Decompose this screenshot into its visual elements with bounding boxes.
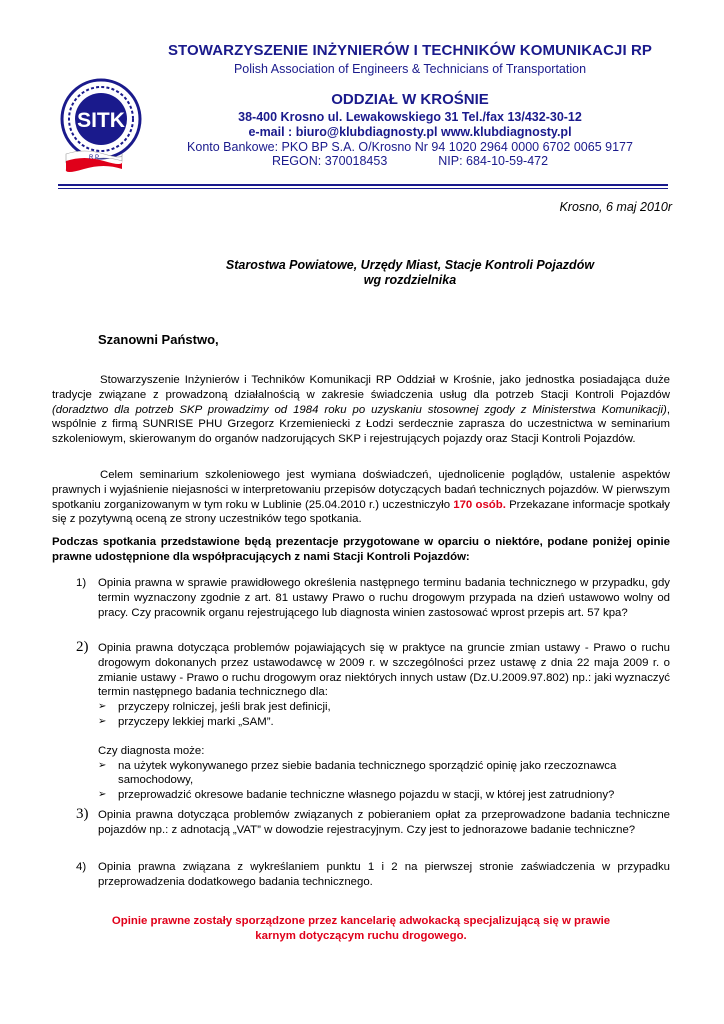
attendee-count-highlight: 170 osób. [453,498,506,511]
list-item-number: 3) [76,806,89,822]
list-item [76,576,670,620]
paragraph-2-text-end: Przekazane informacje spotkały się z pozytywną oceną ze strony uczestników tego spotkania. [52,498,670,526]
bank-account: Konto Bankowe: PKO BP S.A. O/Krosno Nr 94 1020 2964 0000 6702 0065 9177 [187,140,633,154]
arrow-bullet-icon: ➢ [98,759,107,771]
regon-nip-line [100,154,720,168]
closing-note-line-2: karnym dotyczącym ruchu drogowego. [255,929,467,942]
nip: NIP: 684-10-59-472 [438,154,549,168]
greeting: Szanowni Państwo, [98,332,219,347]
closing-note-line-1: Opinie prawne zostały sporządzone przez kancelarię adwokacką specjalizującą się w prawie [111,915,611,927]
paragraph-2-text: Celem seminarium szkoleniowego jest wymiana doświadczeń, ujednolicenie poglądów, ustalenie aspektów prawnych i wyjaśnienie niejasności w interpretowaniu przepisów dotyczących badań technicznych pojazdów. W pierwszym spotkaniu zorganizowanym w tym roku w Lublinie (25.04.2010 r.) uczestniczyło [52,469,670,511]
list-item [76,808,670,838]
list-item-text: Opinia prawna związana z wykreślaniem punktu 1 i 2 na pierwszej stronie zaświadczenia w przypadku przeprowadzenia dodatkowego badania technicznego. [98,861,670,888]
branch-address: 38-400 Krosno ul. Lewakowskiego 31 Tel./fax 13/432-30-12 [238,110,582,124]
paragraph-2 [52,468,670,527]
list-item-subheading: Czy diagnosta może: [98,744,205,757]
paragraph-1-text-end: , wspólnie z firmą SUNRISE PHU Grzegorz Krzemieniecki z Łodzi serdecznie zaprasza do uczestnictwa w seminarium szkoleniowym, skierowanym do organów nadzorujących SKP i rejestrujących pojazdy oraz Stacji Kontroli Pojazdów. [52,403,670,446]
arrow-bullet-icon: ➢ [98,715,107,727]
regon: REGON: 370018453 [271,154,388,168]
flag-text: R P [88,155,100,161]
list-item-text: Opinia prawna dotycząca problemów związanych z pobieraniem opłat za przeprowadzone badania techniczne pojazdów np.: z adnotacją „VAT” w dowodzie rejestracyjnym. Czy jest to jednorazowe badanie techniczne? [98,809,670,836]
email-and-website: e-mail : biuro@klubdiagnosty.pl www.klubdiagnosty.pl [248,125,572,139]
bullet-item: ➢ przeprowadzić okresowe badanie techniczne własnego pojazdu w stacji, w której jest zatrudniony? [98,789,615,802]
header-divider-thin [58,188,668,189]
letter-date: Krosno, 6 maj 2010r [559,200,672,214]
list-item-text: Opinia prawna dotycząca problemów pojawiających się w praktyce na gruncie zmian ustawy - Prawo o ruchu drogowym dokonanych przez ustawodawcę w 2009 r. w szczególności przez ustawę z dnia 22 maja 2009 r. o zmianie ustawy - Prawo o ruchu drogowym oraz niektórych innych ustaw (Dz.U.2009.97.802) np.: jaki wyznaczyć termin następnego badania technicznego dla: [98,642,670,699]
list-item-number: 1) [76,577,87,589]
header-divider [58,184,668,186]
bullet-item: ➢ przyczepy rolniczej, jeśli brak jest definicji, [98,701,331,714]
list-item-number: 2) [76,639,89,655]
addressee-line-1: Starostwa Powiatowe, Urzędy Miast, Stacje Kontroli Pojazdów [225,258,595,272]
list-item-text: Opinia prawna w sprawie prawidłowego określenia następnego terminu badania technicznego w przypadku, gdy termin wyznaczony zgodnie z art. 81 ustawy Prawo o ruchu drogowym przypada na dzień ustawowo wolny od pracy. Czy pracownik organu rejestrującego lub diagnosta winien zastosować wprost przepis art. 57 kpa? [98,577,670,619]
paragraph-3: Podczas spotkania przedstawione będą prezentacje przygotowane w oparciu o niektóre, podane poniżej opinie prawne udostępnione dla współpracujących z nami Stacji Kontroli Pojazdów: [52,536,670,563]
addressee-line-2: wg rozdzielnika [363,273,457,287]
bullet-item: ➢ na użytek wykonywanego przez siebie badania technicznego sporządzić opinię jako rzeczoznawca samochodowy, [98,759,617,787]
org-name-english: Polish Association of Engineers & Technicians of Transportation [233,62,587,76]
list-item-number: 4) [76,861,87,873]
list-item [76,641,670,803]
branch-name: ODDZIAŁ W KROŚNIE [331,91,489,108]
logo-text: SITK [77,109,125,132]
paragraph-1-text: Stowarzyszenie Inżynierów i Techników Komunikacji RP Oddział w Krośnie, jako jednostka posiadająca duże tradycje związane z prowadzoną działalnością w zakresie świadczenia usług dla potrzeb Stacji Kontroli Pojazdów [52,374,670,401]
paragraph-1 [52,373,670,447]
arrow-bullet-icon: ➢ [98,701,107,713]
paragraph-1-italic: (doradztwo dla potrzeb SKP prowadzimy od 1984 roku po uzyskaniu stosownej zgody z Ministerstwa Komunikacji) [52,403,667,416]
bullet-item: ➢ przyczepy lekkiej marki „SAM”. [98,715,274,728]
closing-note [52,914,670,944]
org-name: STOWARZYSZENIE INŻYNIERÓW I TECHNIKÓW KOMUNIKACJI RP [167,42,653,59]
arrow-bullet-icon: ➢ [98,789,107,801]
list-item [76,860,670,890]
